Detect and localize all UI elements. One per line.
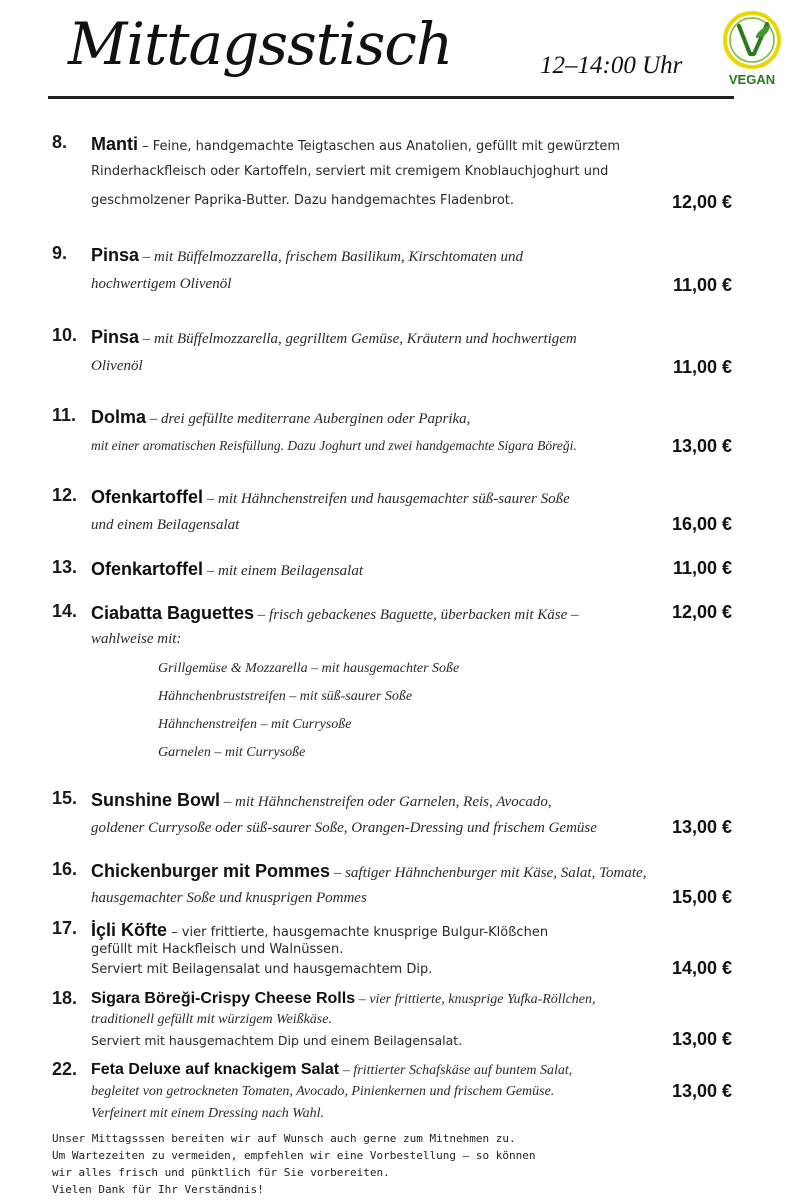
item-name: Dolma: [91, 407, 147, 427]
item-number: 16.: [52, 859, 78, 879]
menu-header: [0, 0, 800, 100]
item-description: – frisch gebackenes Baguette, überbacken mit Käse –: [257, 607, 579, 623]
item-line: [91, 990, 596, 1008]
vegan-label: VEGAN: [728, 72, 776, 87]
item-number: 12.: [52, 485, 78, 505]
item-line: [91, 861, 646, 882]
item-description: hochwertigem Olivenöl: [91, 276, 232, 292]
item-number: 22.: [52, 1059, 78, 1079]
item-number: 15.: [52, 788, 78, 808]
footer-line: Unser Mittagsssen bereiten wir auf Wunsch auch gerne zum Mitnehmen zu.: [52, 1132, 516, 1145]
item-price: 11,00 €: [672, 275, 732, 295]
header-divider: [48, 96, 734, 99]
item-description: mit einer aromatischen Reisfüllung. Dazu Joghurt und zwei handgemachte Sigara Böreği.: [91, 438, 577, 453]
item-description: gefüllt mit Hackfleisch und Walnüssen.: [91, 942, 344, 957]
item-description: und einem Beilagensalat: [91, 517, 240, 533]
item-name: Ciabatta Baguettes: [91, 603, 255, 623]
item-price: 13,00 €: [671, 1029, 732, 1049]
item-description: Serviert mit Beilagensalat und hausgemachtem Dip.: [91, 962, 433, 977]
item-line: [91, 790, 552, 811]
item-price: 13,00 €: [671, 1081, 732, 1101]
item-price: 14,00 €: [671, 958, 732, 978]
item-name: İçli Köfte: [91, 920, 168, 940]
item-price: 16,00 €: [671, 514, 732, 534]
item-description: traditionell gefüllt mit würzigem Weißkäse.: [91, 1012, 332, 1027]
item-description: – drei gefüllte mediterrane Auberginen oder Paprika,: [149, 411, 471, 427]
serving-hours: 12–14:00 Uhr: [540, 52, 683, 79]
item-description: Olivenöl: [91, 358, 143, 374]
vegan-badge: [720, 10, 784, 88]
item-name: Feta Deluxe auf knackigem Salat: [91, 1061, 340, 1078]
item-description: Rinderhackfleisch oder Kartoffeln, serviert mit cremigem Knoblauchjoghurt und: [91, 164, 609, 179]
item-number: 13.: [52, 557, 78, 577]
item-price: 12,00 €: [671, 192, 732, 212]
item-description: – mit Büffelmozzarella, frischem Basilikum, Kirschtomaten und: [142, 249, 524, 265]
item-description: hausgemachter Soße und knusprigen Pommes: [91, 890, 367, 906]
item-name: Sunshine Bowl: [91, 790, 221, 810]
footer-line: Vielen Dank für Ihr Verständnis!: [52, 1183, 264, 1196]
option-item: Hähnchenstreifen – mit Currysoße: [158, 717, 352, 732]
item-description: Serviert mit hausgemachtem Dip und einem Beilagensalat.: [91, 1033, 463, 1048]
item-name: Pinsa: [91, 327, 140, 347]
item-name: Ofenkartoffel: [91, 559, 204, 579]
item-number: 17.: [52, 918, 78, 938]
item-price: 11,00 €: [672, 357, 732, 377]
item-description: begleitet von getrockneten Tomaten, Avocado, Pinienkernen und frischem Gemüse.: [91, 1084, 555, 1099]
item-line: [91, 407, 470, 428]
item-description: – vier frittierte, knusprige Yufka-Röllchen,: [358, 992, 596, 1007]
option-item: Hähnchenbruststreifen – mit süß-saurer Soße: [158, 689, 413, 704]
item-description: – mit Büffelmozzarella, gegrilltem Gemüse, Kräutern und hochwertigem: [142, 331, 577, 347]
item-number: 8.: [52, 132, 68, 152]
item-name: Manti: [91, 134, 138, 154]
item-description: – vier frittierte, hausgemachte knusprige Bulgur-Klößchen: [171, 925, 549, 940]
item-description: geschmolzener Paprika-Butter. Dazu handgemachtes Fladenbrot.: [91, 193, 515, 208]
option-item: Garnelen – mit Currysoße: [158, 745, 306, 760]
footer-line: wir alles frisch und pünktlich für Sie vorbereiten.: [52, 1166, 390, 1179]
footer-note: [52, 1130, 752, 1198]
item-description: Verfeinert mit einem Dressing nach Wahl.: [91, 1106, 325, 1121]
item-line: [91, 327, 577, 348]
item-number: 18.: [52, 988, 78, 1008]
item-price: 13,00 €: [671, 436, 732, 456]
item-price: 11,00 €: [672, 558, 732, 578]
item-price: 13,00 €: [671, 817, 732, 837]
item-number: 14.: [52, 601, 78, 621]
vegan-leaf-icon: [720, 10, 784, 72]
item-name: Sigara Böreği-Crispy Cheese Rolls: [91, 990, 356, 1007]
item-line: [91, 559, 363, 580]
item-description: goldener Currysoße oder süß-saurer Soße, Orangen-Dressing und frischem Gemüse: [91, 820, 597, 836]
footer-line: Um Wartezeiten zu vermeiden, empfehlen wir eine Vorbestellung – so können: [52, 1149, 536, 1162]
page-title: Mittagsstisch: [68, 10, 453, 78]
item-description: – saftiger Hähnchenburger mit Käse, Salat, Tomate,: [333, 865, 647, 881]
item-name: Pinsa: [91, 245, 140, 265]
item-name: Ofenkartoffel: [91, 487, 204, 507]
item-line: [91, 603, 579, 624]
item-name: Chickenburger mit Pommes: [91, 861, 331, 881]
item-line: [91, 134, 620, 155]
item-description: – mit Hähnchenstreifen oder Garnelen, Reis, Avocado,: [223, 794, 552, 810]
item-description: wahlweise mit:: [91, 631, 182, 647]
item-number: 9.: [52, 243, 68, 263]
item-price: 12,00 €: [671, 602, 732, 622]
item-line: [91, 1061, 572, 1079]
item-description: – frittierter Schafskäse auf buntem Salat,: [342, 1063, 573, 1078]
item-number: 10.: [52, 325, 78, 345]
item-description: – mit einem Beilagensalat: [206, 563, 363, 579]
item-description: – Feine, handgemachte Teigtaschen aus Anatolien, gefüllt mit gewürztem: [142, 139, 621, 154]
item-price: 15,00 €: [671, 887, 732, 907]
item-line: [91, 245, 523, 266]
item-line: [91, 920, 548, 941]
option-item: Grillgemüse & Mozzarella – mit hausgemachter Soße: [158, 661, 460, 676]
item-description: – mit Hähnchenstreifen und hausgemachter süß-saurer Soße: [206, 491, 570, 507]
item-line: [91, 487, 570, 508]
item-number: 11.: [52, 405, 77, 425]
